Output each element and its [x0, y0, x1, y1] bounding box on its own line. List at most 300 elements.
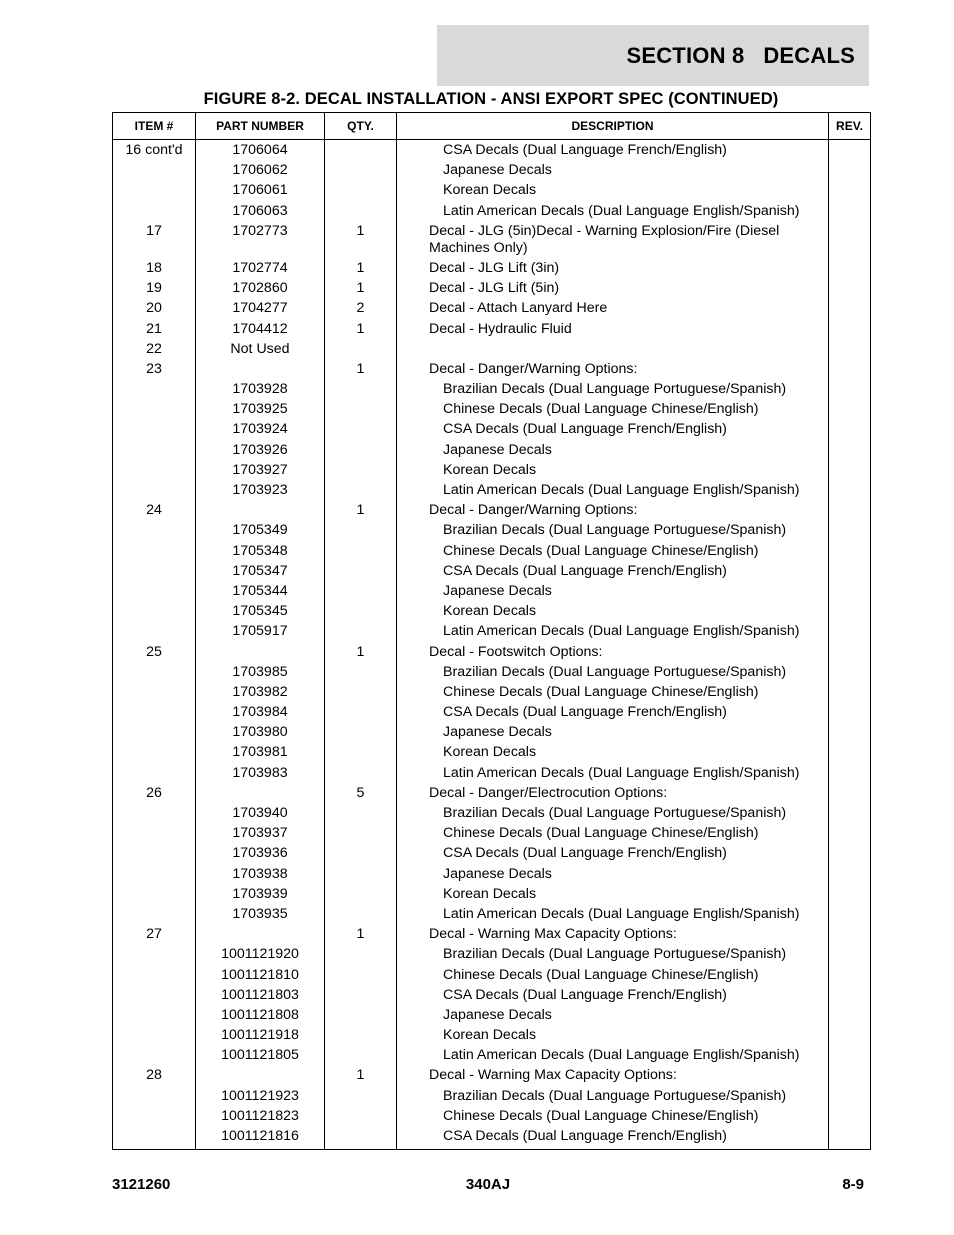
cell-description: Japanese Decals [397, 440, 829, 460]
cell-part-number [196, 642, 325, 662]
cell-qty [325, 339, 397, 359]
cell-qty: 1 [325, 501, 397, 521]
cell-qty [325, 844, 397, 864]
cell-description: Latin American Decals (Dual Language English/Spanish) [397, 763, 829, 783]
cell-item [113, 723, 196, 743]
cell-rev [829, 299, 871, 319]
cell-item [113, 1126, 196, 1149]
cell-item: 17 [113, 221, 196, 258]
cell-part-number: 1703940 [196, 803, 325, 823]
cell-description: Chinese Decals (Dual Language Chinese/English) [397, 1106, 829, 1126]
cell-part-number: 1703927 [196, 460, 325, 480]
cell-qty [325, 985, 397, 1005]
cell-description: Decal - JLG Lift (3in) [397, 258, 829, 278]
cell-item [113, 844, 196, 864]
cell-part-number [196, 925, 325, 945]
cell-qty [325, 181, 397, 201]
cell-part-number: 1703985 [196, 662, 325, 682]
cell-item [113, 763, 196, 783]
column-header-description: DESCRIPTION [397, 113, 829, 140]
cell-qty [325, 945, 397, 965]
cell-rev [829, 379, 871, 399]
cell-part-number: 1704277 [196, 299, 325, 319]
cell-part-number: 1001121810 [196, 965, 325, 985]
page-footer [112, 1176, 864, 1193]
cell-description: Korean Decals [397, 884, 829, 904]
cell-rev [829, 181, 871, 201]
column-header-item: ITEM # [113, 113, 196, 140]
cell-part-number: 1703937 [196, 824, 325, 844]
cell-qty [325, 884, 397, 904]
cell-description: Japanese Decals [397, 723, 829, 743]
cell-rev [829, 440, 871, 460]
cell-description: Japanese Decals [397, 864, 829, 884]
cell-description: Latin American Decals (Dual Language English/Spanish) [397, 904, 829, 924]
cell-part-number: 1001121920 [196, 945, 325, 965]
cell-qty [325, 581, 397, 601]
table-row [113, 1025, 871, 1045]
cell-item: 25 [113, 642, 196, 662]
cell-part-number [196, 783, 325, 803]
cell-description: Brazilian Decals (Dual Language Portuguese/Spanish) [397, 521, 829, 541]
cell-rev [829, 201, 871, 221]
cell-part-number: 1705344 [196, 581, 325, 601]
cell-part-number: 1001121823 [196, 1106, 325, 1126]
cell-qty [325, 1106, 397, 1126]
cell-qty: 1 [325, 1066, 397, 1086]
cell-rev [829, 258, 871, 278]
cell-qty: 1 [325, 221, 397, 258]
cell-description: Decal - Warning Max Capacity Options: [397, 1066, 829, 1086]
cell-item: 24 [113, 501, 196, 521]
table-row [113, 884, 871, 904]
table-row [113, 501, 871, 521]
table-row [113, 140, 871, 161]
table-row [113, 440, 871, 460]
column-header-rev: REV. [829, 113, 871, 140]
cell-qty: 2 [325, 299, 397, 319]
footer-model: 340AJ [465, 1176, 511, 1193]
cell-item [113, 1005, 196, 1025]
cell-item [113, 622, 196, 642]
cell-part-number: 1704412 [196, 319, 325, 339]
cell-description: Korean Decals [397, 460, 829, 480]
cell-description: CSA Decals (Dual Language French/English) [397, 140, 829, 161]
cell-qty [325, 965, 397, 985]
cell-qty [325, 1126, 397, 1149]
cell-qty [325, 561, 397, 581]
table-row [113, 1005, 871, 1025]
table-row [113, 521, 871, 541]
cell-part-number: 1703924 [196, 420, 325, 440]
cell-item [113, 824, 196, 844]
cell-item [113, 1046, 196, 1066]
cell-description: Korean Decals [397, 743, 829, 763]
cell-description: Brazilian Decals (Dual Language Portuguese/Spanish) [397, 803, 829, 823]
cell-rev [829, 400, 871, 420]
cell-item [113, 662, 196, 682]
cell-description: Korean Decals [397, 602, 829, 622]
cell-part-number: 1001121923 [196, 1086, 325, 1106]
cell-description: Decal - Danger/Electrocution Options: [397, 783, 829, 803]
cell-description: Decal - Danger/Warning Options: [397, 501, 829, 521]
cell-item [113, 400, 196, 420]
cell-description: Japanese Decals [397, 1005, 829, 1025]
cell-description: Decal - Warning Max Capacity Options: [397, 925, 829, 945]
table-row [113, 460, 871, 480]
table-row [113, 925, 871, 945]
section-title: SECTION 8 DECALS [626, 42, 855, 68]
cell-part-number: 1703984 [196, 702, 325, 722]
cell-item [113, 460, 196, 480]
cell-qty [325, 763, 397, 783]
cell-rev [829, 763, 871, 783]
table-row [113, 702, 871, 722]
cell-part-number: 1001121803 [196, 985, 325, 1005]
cell-rev [829, 501, 871, 521]
table-row [113, 642, 871, 662]
cell-description: Latin American Decals (Dual Language English/Spanish) [397, 480, 829, 500]
cell-item: 26 [113, 783, 196, 803]
cell-qty: 1 [325, 642, 397, 662]
cell-item [113, 1025, 196, 1045]
table-header-row [113, 113, 871, 140]
cell-qty [325, 440, 397, 460]
cell-qty [325, 1005, 397, 1025]
cell-rev [829, 904, 871, 924]
table-row [113, 541, 871, 561]
cell-rev [829, 803, 871, 823]
cell-description: Japanese Decals [397, 161, 829, 181]
table-row [113, 420, 871, 440]
cell-qty [325, 824, 397, 844]
cell-item: 27 [113, 925, 196, 945]
table-row [113, 161, 871, 181]
cell-item [113, 541, 196, 561]
parts-table-body [113, 140, 871, 1150]
cell-item [113, 602, 196, 622]
table-row [113, 201, 871, 221]
table-row [113, 783, 871, 803]
cell-item: 22 [113, 339, 196, 359]
cell-item [113, 201, 196, 221]
cell-item [113, 702, 196, 722]
table-row [113, 602, 871, 622]
cell-part-number: 1705917 [196, 622, 325, 642]
cell-description: CSA Decals (Dual Language French/English) [397, 844, 829, 864]
cell-part-number: 1702773 [196, 221, 325, 258]
cell-item [113, 581, 196, 601]
table-row [113, 682, 871, 702]
cell-item [113, 561, 196, 581]
cell-rev [829, 521, 871, 541]
table-row [113, 824, 871, 844]
cell-rev [829, 602, 871, 622]
cell-part-number: 1705347 [196, 561, 325, 581]
cell-item [113, 1086, 196, 1106]
cell-rev [829, 965, 871, 985]
cell-part-number: 1703935 [196, 904, 325, 924]
cell-description: Chinese Decals (Dual Language Chinese/English) [397, 682, 829, 702]
cell-rev [829, 844, 871, 864]
cell-rev [829, 221, 871, 258]
table-row [113, 904, 871, 924]
table-row [113, 299, 871, 319]
cell-rev [829, 279, 871, 299]
cell-rev [829, 945, 871, 965]
cell-part-number: 1703936 [196, 844, 325, 864]
cell-rev [829, 480, 871, 500]
cell-description: Brazilian Decals (Dual Language Portuguese/Spanish) [397, 662, 829, 682]
cell-item [113, 181, 196, 201]
cell-qty [325, 864, 397, 884]
cell-rev [829, 140, 871, 161]
cell-rev [829, 662, 871, 682]
cell-qty [325, 622, 397, 642]
cell-description: Chinese Decals (Dual Language Chinese/English) [397, 824, 829, 844]
cell-part-number: 1703982 [196, 682, 325, 702]
table-row [113, 339, 871, 359]
cell-part-number: 1703980 [196, 723, 325, 743]
cell-item: 19 [113, 279, 196, 299]
table-row [113, 319, 871, 339]
cell-item [113, 884, 196, 904]
parts-table [112, 112, 871, 1150]
cell-qty: 1 [325, 925, 397, 945]
cell-item [113, 521, 196, 541]
cell-qty [325, 682, 397, 702]
column-header-part-number: PART NUMBER [196, 113, 325, 140]
cell-description: Latin American Decals (Dual Language English/Spanish) [397, 1046, 829, 1066]
cell-rev [829, 723, 871, 743]
cell-rev [829, 864, 871, 884]
table-row [113, 803, 871, 823]
cell-qty: 1 [325, 258, 397, 278]
cell-qty [325, 904, 397, 924]
cell-part-number: 1705349 [196, 521, 325, 541]
cell-part-number: 1706062 [196, 161, 325, 181]
cell-part-number: 1001121808 [196, 1005, 325, 1025]
cell-part-number: 1703939 [196, 884, 325, 904]
cell-qty [325, 480, 397, 500]
cell-part-number: 1001121805 [196, 1046, 325, 1066]
cell-description: CSA Decals (Dual Language French/English) [397, 561, 829, 581]
cell-item [113, 904, 196, 924]
cell-rev [829, 1126, 871, 1149]
cell-part-number: 1703938 [196, 864, 325, 884]
table-row [113, 723, 871, 743]
cell-description: CSA Decals (Dual Language French/English) [397, 420, 829, 440]
table-row [113, 379, 871, 399]
cell-qty: 1 [325, 359, 397, 379]
cell-part-number: 1702774 [196, 258, 325, 278]
cell-qty [325, 201, 397, 221]
cell-rev [829, 884, 871, 904]
section-banner [437, 25, 869, 86]
cell-rev [829, 339, 871, 359]
cell-qty [325, 140, 397, 161]
cell-description: Decal - Danger/Warning Options: [397, 359, 829, 379]
cell-part-number: 1706061 [196, 181, 325, 201]
cell-rev [829, 702, 871, 722]
cell-item [113, 440, 196, 460]
cell-rev [829, 1106, 871, 1126]
cell-rev [829, 1066, 871, 1086]
cell-item: 16 cont'd [113, 140, 196, 161]
cell-part-number [196, 501, 325, 521]
cell-item: 20 [113, 299, 196, 319]
cell-part-number: 1703928 [196, 379, 325, 399]
cell-qty [325, 743, 397, 763]
cell-qty: 1 [325, 279, 397, 299]
cell-part-number: Not Used [196, 339, 325, 359]
cell-item: 18 [113, 258, 196, 278]
cell-rev [829, 561, 871, 581]
cell-rev [829, 460, 871, 480]
table-row [113, 279, 871, 299]
cell-part-number: 1705345 [196, 602, 325, 622]
cell-qty [325, 1025, 397, 1045]
cell-part-number: 1705348 [196, 541, 325, 561]
cell-item [113, 480, 196, 500]
table-row [113, 359, 871, 379]
cell-item [113, 1106, 196, 1126]
column-header-qty: QTY. [325, 113, 397, 140]
table-row [113, 945, 871, 965]
table-row [113, 743, 871, 763]
cell-description: Decal - Footswitch Options: [397, 642, 829, 662]
cell-item: 21 [113, 319, 196, 339]
cell-item [113, 803, 196, 823]
cell-rev [829, 743, 871, 763]
cell-part-number [196, 359, 325, 379]
cell-description: Chinese Decals (Dual Language Chinese/English) [397, 400, 829, 420]
cell-description: Decal - JLG Lift (5in) [397, 279, 829, 299]
cell-part-number [196, 1066, 325, 1086]
cell-qty [325, 1086, 397, 1106]
cell-description [397, 339, 829, 359]
table-row [113, 844, 871, 864]
cell-qty [325, 803, 397, 823]
cell-qty [325, 541, 397, 561]
cell-qty [325, 521, 397, 541]
table-row [113, 985, 871, 1005]
table-row [113, 1126, 871, 1149]
cell-part-number: 1706064 [196, 140, 325, 161]
cell-description: CSA Decals (Dual Language French/English) [397, 985, 829, 1005]
cell-rev [829, 581, 871, 601]
cell-qty [325, 602, 397, 622]
cell-qty [325, 420, 397, 440]
cell-part-number: 1703926 [196, 440, 325, 460]
cell-qty: 5 [325, 783, 397, 803]
table-row [113, 258, 871, 278]
table-row [113, 221, 871, 258]
table-row [113, 561, 871, 581]
cell-item [113, 682, 196, 702]
cell-description: Decal - JLG (5in)Decal - Warning Explosion/Fire (Diesel Machines Only) [397, 221, 829, 258]
table-row [113, 1106, 871, 1126]
cell-item: 28 [113, 1066, 196, 1086]
cell-part-number: 1703983 [196, 763, 325, 783]
cell-item [113, 379, 196, 399]
cell-description: CSA Decals (Dual Language French/English) [397, 702, 829, 722]
cell-qty [325, 161, 397, 181]
cell-rev [829, 359, 871, 379]
cell-qty [325, 1046, 397, 1066]
cell-description: Chinese Decals (Dual Language Chinese/English) [397, 965, 829, 985]
cell-item [113, 743, 196, 763]
table-row [113, 864, 871, 884]
cell-qty [325, 662, 397, 682]
table-row [113, 400, 871, 420]
cell-rev [829, 420, 871, 440]
cell-part-number: 1706063 [196, 201, 325, 221]
table-row [113, 1086, 871, 1106]
cell-qty [325, 400, 397, 420]
cell-description: Latin American Decals (Dual Language English/Spanish) [397, 622, 829, 642]
cell-description: CSA Decals (Dual Language French/English) [397, 1126, 829, 1149]
cell-qty [325, 379, 397, 399]
footer-doc-number: 3121260 [112, 1176, 171, 1193]
table-row [113, 1066, 871, 1086]
table-row [113, 1046, 871, 1066]
cell-rev [829, 985, 871, 1005]
cell-rev [829, 319, 871, 339]
cell-part-number: 1703925 [196, 400, 325, 420]
cell-item [113, 161, 196, 181]
table-row [113, 965, 871, 985]
cell-rev [829, 1086, 871, 1106]
cell-item [113, 985, 196, 1005]
figure-title: FIGURE 8-2. DECAL INSTALLATION - ANSI EXPORT SPEC (CONTINUED) [203, 90, 779, 108]
cell-part-number: 1001121816 [196, 1126, 325, 1149]
table-row [113, 763, 871, 783]
cell-item [113, 420, 196, 440]
cell-qty: 1 [325, 319, 397, 339]
cell-part-number: 1001121918 [196, 1025, 325, 1045]
cell-qty [325, 702, 397, 722]
cell-rev [829, 824, 871, 844]
table-row [113, 662, 871, 682]
table-row [113, 581, 871, 601]
cell-rev [829, 925, 871, 945]
cell-description: Brazilian Decals (Dual Language Portuguese/Spanish) [397, 945, 829, 965]
cell-qty [325, 723, 397, 743]
cell-rev [829, 1046, 871, 1066]
cell-rev [829, 1005, 871, 1025]
cell-rev [829, 783, 871, 803]
cell-description: Latin American Decals (Dual Language English/Spanish) [397, 201, 829, 221]
cell-rev [829, 682, 871, 702]
cell-item [113, 864, 196, 884]
cell-description: Korean Decals [397, 181, 829, 201]
cell-item [113, 945, 196, 965]
cell-rev [829, 541, 871, 561]
table-row [113, 622, 871, 642]
cell-item: 23 [113, 359, 196, 379]
cell-rev [829, 622, 871, 642]
table-row [113, 480, 871, 500]
cell-qty [325, 460, 397, 480]
cell-part-number: 1702860 [196, 279, 325, 299]
footer-page-number: 8-9 [842, 1176, 864, 1193]
cell-item [113, 965, 196, 985]
cell-rev [829, 1025, 871, 1045]
cell-description: Decal - Hydraulic Fluid [397, 319, 829, 339]
cell-rev [829, 642, 871, 662]
cell-description: Chinese Decals (Dual Language Chinese/English) [397, 541, 829, 561]
